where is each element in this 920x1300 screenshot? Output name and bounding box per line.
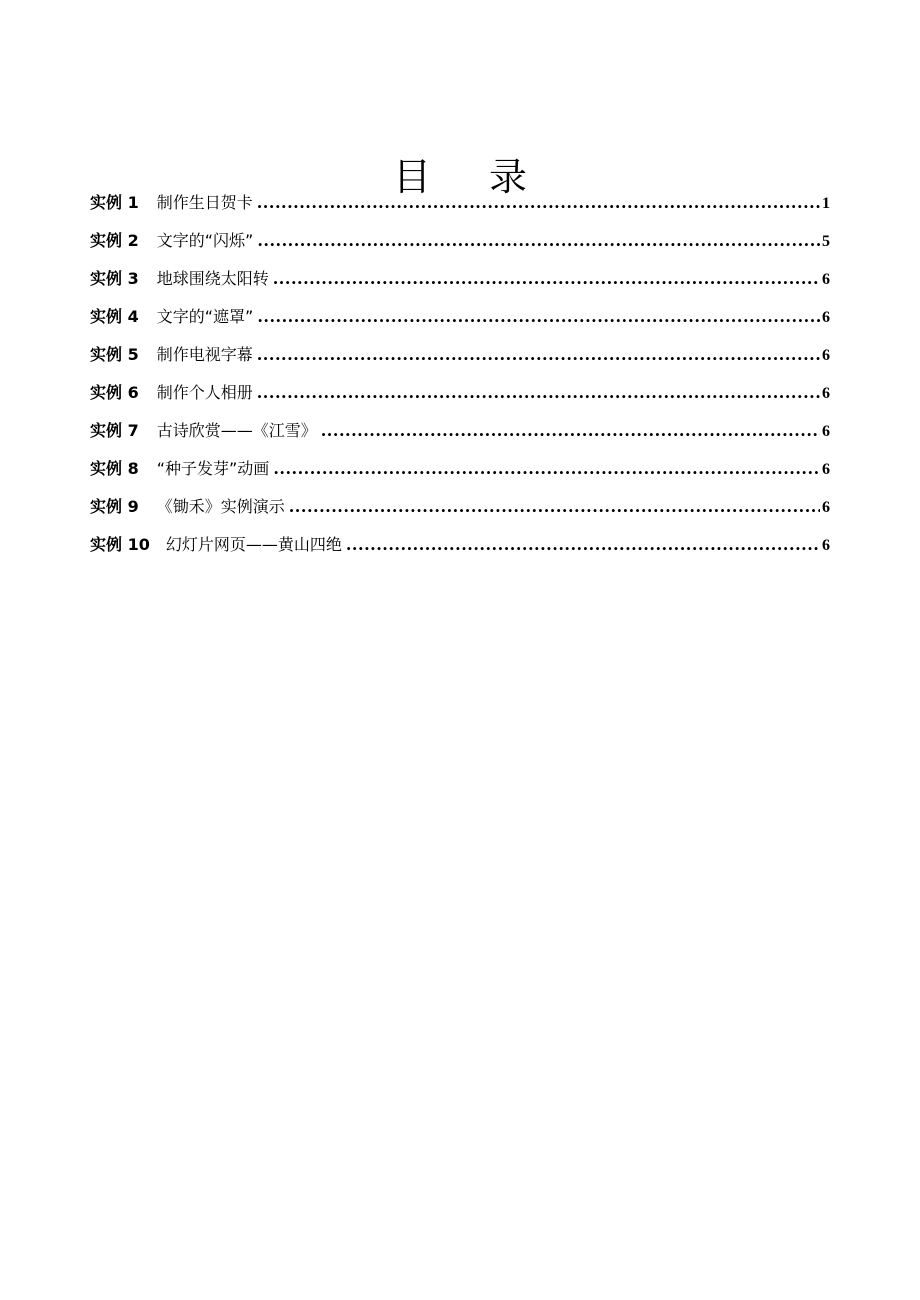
toc-dot-leader: [257, 304, 820, 330]
toc-entry[interactable]: [90, 418, 830, 456]
toc-entry-title: 制作生日贺卡: [156, 193, 253, 212]
toc-entry-title: 制作电视字幕: [156, 345, 253, 364]
toc-entry-title: 文字的“闪烁”: [156, 231, 254, 250]
toc-dot-leader: [257, 190, 820, 216]
toc-entry-page: 6: [822, 423, 830, 440]
toc-dot-leader: [273, 456, 820, 482]
toc-entry-number: 实例 10: [90, 535, 150, 554]
toc-entry-number: 实例 3: [90, 269, 139, 288]
toc-dot-leader: [321, 418, 820, 444]
toc-entry-number: 实例 9: [90, 497, 139, 516]
toc-entry-number: 实例 7: [90, 421, 139, 440]
toc-entry[interactable]: [90, 228, 830, 266]
toc-entry[interactable]: [90, 304, 830, 342]
toc-entry-title: 幻灯片网页——黄山四绝: [165, 535, 342, 554]
toc-entry-page: 6: [822, 271, 830, 288]
toc-entry-page: 6: [822, 347, 830, 364]
toc-entry[interactable]: [90, 494, 830, 532]
toc-entry-page: 6: [822, 537, 830, 554]
toc-dot-leader: [257, 380, 820, 406]
toc-entry[interactable]: [90, 532, 830, 570]
toc-entry-title: “种子发芽”动画: [156, 459, 270, 478]
toc-entry[interactable]: [90, 266, 830, 304]
toc-entry[interactable]: [90, 190, 830, 228]
toc-entry-number: 实例 5: [90, 345, 139, 364]
toc-entry-page: 1: [822, 195, 830, 212]
toc-entry-title: 制作个人相册: [156, 383, 253, 402]
toc-entry-page: 6: [822, 385, 830, 402]
toc-entry-page: 6: [822, 309, 830, 326]
toc-entry-title: 《锄禾》实例演示: [156, 497, 285, 516]
toc-dot-leader: [346, 532, 820, 558]
toc-title-char-1: 目: [392, 155, 431, 200]
toc-title-char-2: 录: [489, 155, 528, 200]
toc-entry-title: 地球围绕太阳转: [156, 269, 269, 288]
toc-entry-number: 实例 6: [90, 383, 139, 402]
toc-entry-number: 实例 4: [90, 307, 139, 326]
toc-entry-title: 文字的“遮罩”: [156, 307, 254, 326]
toc-entry-title: 古诗欣赏——《江雪》: [156, 421, 317, 440]
toc-entry-page: 6: [822, 461, 830, 478]
toc-entry[interactable]: [90, 380, 830, 418]
toc-entry-number: 实例 2: [90, 231, 139, 250]
toc-dot-leader: [257, 342, 820, 368]
toc-entry[interactable]: [90, 342, 830, 380]
toc-dot-leader: [257, 228, 820, 254]
toc-entry-number: 实例 8: [90, 459, 139, 478]
toc-list: [90, 190, 830, 570]
toc-entry[interactable]: [90, 456, 830, 494]
toc-dot-leader: [273, 266, 820, 292]
toc-dot-leader: [289, 494, 820, 520]
toc-entry-page: 6: [822, 499, 830, 516]
toc-entry-number: 实例 1: [90, 193, 139, 212]
toc-entry-page: 5: [822, 233, 830, 250]
